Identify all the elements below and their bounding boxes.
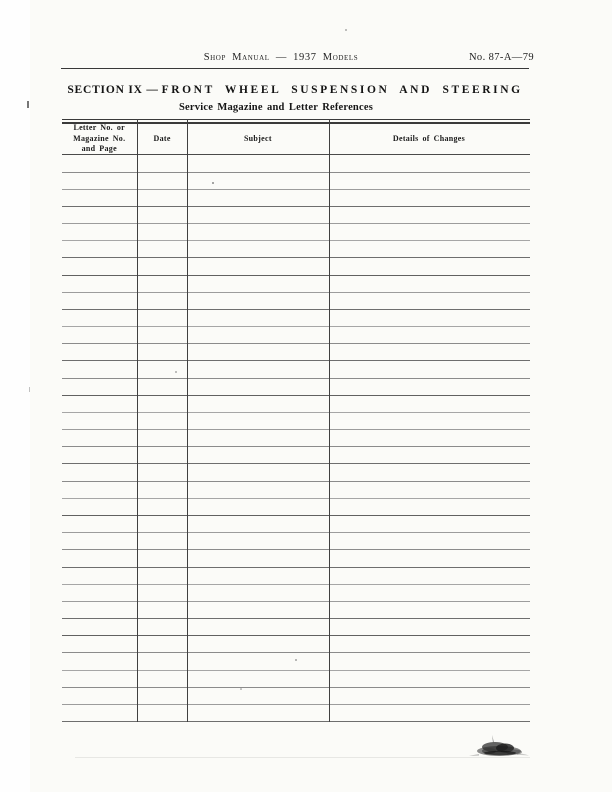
table-row — [62, 293, 530, 310]
page-edge-mark — [29, 387, 30, 392]
table-row — [62, 173, 530, 190]
column-divider-3 — [329, 119, 330, 722]
table-row — [62, 241, 530, 258]
table-row — [62, 550, 530, 567]
table-row — [62, 499, 530, 516]
references-table — [62, 119, 530, 722]
table-row — [62, 258, 530, 275]
table-row — [62, 361, 530, 378]
column-header-line: and Page — [81, 144, 117, 154]
column-header-subject: Subject — [243, 133, 272, 143]
table-row — [62, 190, 530, 207]
scan-speck — [175, 371, 177, 373]
table-row — [62, 207, 530, 224]
scan-speck — [295, 659, 297, 661]
table-row — [62, 155, 530, 172]
page-bottom-shadow — [75, 757, 530, 758]
column-header-date: Date — [153, 133, 171, 143]
section-title-main: FRONT WHEEL SUSPENSION AND STEERING — [161, 84, 523, 96]
column-header-details: Details of Changes — [392, 133, 466, 143]
ink-smudge-artifact — [465, 731, 531, 761]
scan-speck — [240, 688, 242, 690]
table-row — [62, 602, 530, 619]
table-row — [62, 464, 530, 481]
column-divider-2 — [187, 119, 188, 722]
table-row — [62, 447, 530, 464]
table-row — [62, 224, 530, 241]
scan-edge-artifact — [0, 0, 30, 792]
column-header-letter-no — [62, 123, 138, 155]
section-title-prefix: SECTION IX — — [67, 84, 159, 96]
page-edge-mark — [27, 101, 29, 108]
table-row — [62, 430, 530, 447]
scan-speck — [212, 182, 214, 184]
table-row — [62, 482, 530, 499]
table-row — [62, 327, 530, 344]
table-row — [62, 705, 530, 722]
table-row — [62, 585, 530, 602]
table-body — [62, 155, 530, 722]
table-row — [62, 653, 530, 670]
table-row — [62, 276, 530, 293]
table-row — [62, 310, 530, 327]
scan-speck — [345, 29, 347, 31]
table-top-rule — [62, 119, 530, 120]
table-row — [62, 671, 530, 688]
table-row — [62, 516, 530, 533]
section-title — [61, 84, 529, 96]
page-number: No. 87-A—79 — [468, 52, 534, 63]
table-row — [62, 619, 530, 636]
table-row — [62, 688, 530, 705]
table-row — [62, 344, 530, 361]
column-header-line: Letter No. or — [73, 123, 126, 133]
running-title: Shop Manual — 1937 Models — [203, 52, 359, 63]
table-row — [62, 568, 530, 585]
column-header-line: Magazine No. — [73, 133, 126, 143]
section-subtitle: Service Magazine and Letter References — [179, 101, 373, 113]
table-header-row — [62, 124, 530, 155]
column-divider-1 — [137, 119, 138, 722]
header-rule — [61, 68, 529, 70]
table-row — [62, 396, 530, 413]
table-row — [62, 636, 530, 653]
table-row — [62, 413, 530, 430]
table-row — [62, 379, 530, 396]
table-row — [62, 533, 530, 550]
